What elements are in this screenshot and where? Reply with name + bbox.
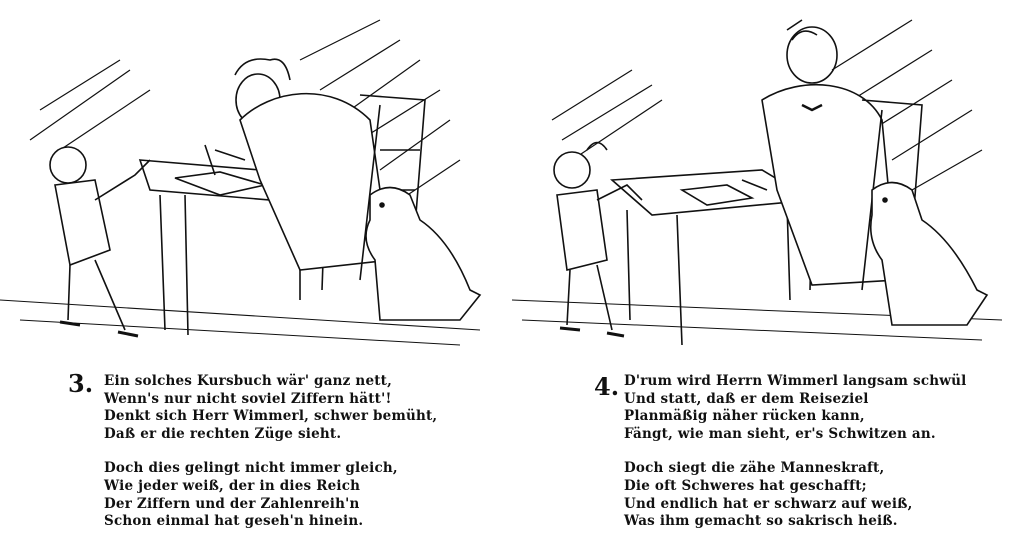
illustration-3 xyxy=(0,0,500,350)
verse-line: Planmäßig näher rücken kann, xyxy=(624,408,865,425)
verse-line: Daß er die rechten Züge sieht. xyxy=(104,425,342,442)
poem-text xyxy=(624,373,966,531)
illustration-4 xyxy=(512,0,1012,350)
stanza xyxy=(624,460,966,530)
panel-3 xyxy=(0,0,500,541)
verse-line: Wenn's nur nicht soviel Ziffern hätt'! xyxy=(104,390,392,407)
verse-line: Und statt, daß er dem Reiseziel xyxy=(624,390,869,407)
illustration-drawing-3 xyxy=(0,0,500,350)
verse-line: D'rum wird Herrn Wimmerl langsam schwül xyxy=(624,373,967,389)
verse-line: Der Ziffern und der Zahlenreih'n xyxy=(104,495,360,512)
verse-line: Denkt sich Herr Wimmerl, schwer bemüht, xyxy=(104,408,438,425)
stanza xyxy=(104,460,437,530)
stanza-number: 3. xyxy=(68,369,94,398)
verse-line: Die oft Schweres hat geschafft; xyxy=(624,477,867,494)
verse-line: Ein solches Kursbuch wär' ganz nett, xyxy=(104,373,393,389)
stanza-number: 4. xyxy=(594,372,620,401)
panel-4 xyxy=(512,0,1012,541)
verse-line: Doch dies gelingt nicht immer gleich, xyxy=(104,460,398,477)
verse-line: Schon einmal hat geseh'n hinein. xyxy=(104,513,364,530)
verse-line: Was ihm gemacht so sakrisch heiß. xyxy=(624,513,898,530)
verse-line: Fängt, wie man sieht, er's Schwitzen an. xyxy=(624,425,936,442)
verse-line: Und endlich hat er schwarz auf weiß, xyxy=(624,495,913,512)
stanza xyxy=(624,373,966,443)
stanza xyxy=(104,373,437,443)
poem-text xyxy=(104,373,437,531)
illustration-drawing-4 xyxy=(512,0,1012,350)
verse-line: Doch siegt die zähe Manneskraft, xyxy=(624,460,885,477)
verse-line: Wie jeder weiß, der in dies Reich xyxy=(104,477,361,494)
